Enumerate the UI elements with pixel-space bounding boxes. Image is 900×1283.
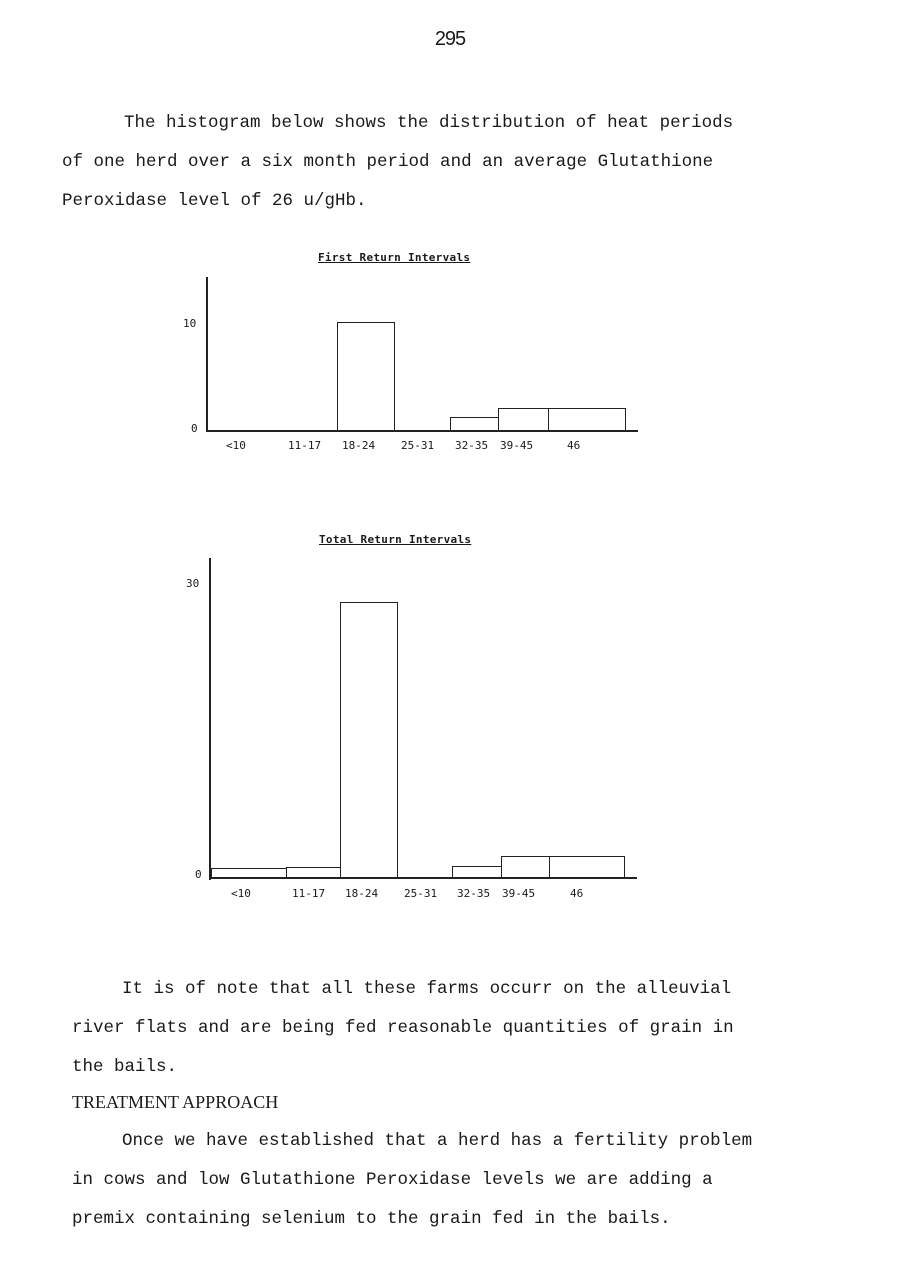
- note-line-3: the bails.: [72, 1057, 178, 1077]
- x-tick-label: 39-45: [502, 887, 536, 900]
- bar-18-24: [337, 322, 395, 430]
- bar-lt-10: [211, 868, 287, 877]
- x-tick-label: 25-31: [401, 439, 435, 452]
- intro-line-3: Peroxidase level of 26 u/gHb.: [62, 191, 367, 211]
- bar-18-24: [340, 602, 398, 877]
- x-tick-label: 25-31: [404, 887, 438, 900]
- treatment-line-1: Once we have established that a herd has a fertility problem: [80, 1131, 753, 1151]
- x-tick-label: 46: [567, 439, 581, 452]
- y-tick-label: 0: [191, 422, 198, 435]
- x-tick-label: 32-35: [455, 439, 489, 452]
- bar-46: [548, 408, 626, 430]
- chart-title: Total Return Intervals: [319, 533, 472, 546]
- x-tick-label: 18-24: [345, 887, 379, 900]
- x-tick-label: 18-24: [342, 439, 376, 452]
- x-tick-label: 39-45: [500, 439, 534, 452]
- x-tick-label: 32-35: [457, 887, 491, 900]
- treatment-line-2: in cows and low Glutathione Peroxidase levels we are adding a: [72, 1170, 713, 1190]
- intro-line-1: The histogram below shows the distribution of heat periods: [82, 113, 734, 133]
- x-tick-label: 46: [570, 887, 584, 900]
- x-tick-label: 11-17: [288, 439, 322, 452]
- x-tick-label: <10: [231, 887, 251, 900]
- x-tick-label: 11-17: [292, 887, 326, 900]
- bar-32-35: [450, 417, 499, 430]
- y-tick-label: 0: [195, 868, 202, 881]
- y-axis: [206, 277, 208, 432]
- y-tick-label: 30: [186, 577, 200, 590]
- chart-title: First Return Intervals: [318, 251, 471, 264]
- bar-46: [549, 856, 625, 877]
- y-tick-label: 10: [183, 317, 197, 330]
- x-axis: [206, 430, 638, 432]
- bar-39-45: [498, 408, 549, 430]
- x-tick-label: <10: [226, 439, 246, 452]
- y-axis: [209, 558, 211, 880]
- page-number: 295: [434, 28, 466, 50]
- x-axis: [209, 877, 637, 879]
- note-line-1: It is of note that all these farms occurr on the alleuvial: [80, 979, 732, 999]
- section-heading: TREATMENT APPROACH: [72, 1092, 279, 1112]
- bar-39-45: [501, 856, 550, 877]
- treatment-line-3: premix containing selenium to the grain fed in the bails.: [72, 1209, 671, 1229]
- bar-11-17: [286, 867, 341, 877]
- note-line-2: river flats and are being fed reasonable quantities of grain in: [72, 1018, 734, 1038]
- intro-line-2: of one herd over a six month period and an average Glutathione: [62, 152, 714, 172]
- bar-32-35: [452, 866, 502, 877]
